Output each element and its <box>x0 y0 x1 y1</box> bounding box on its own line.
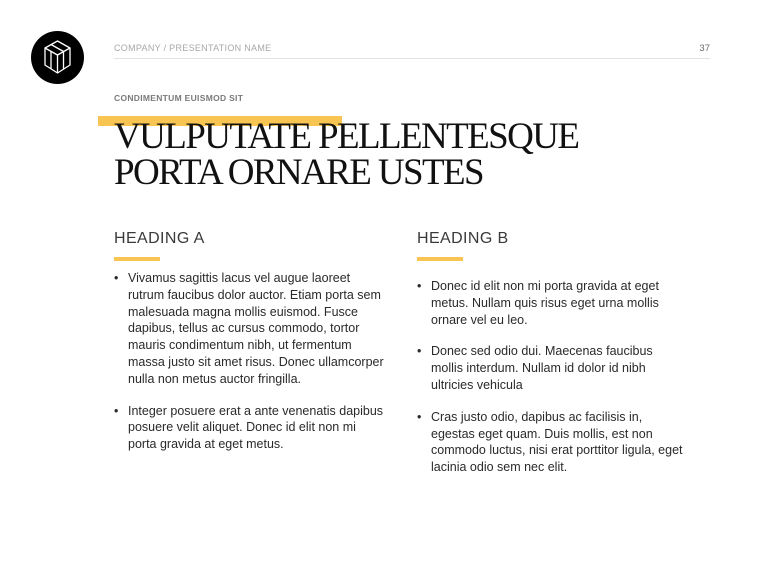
bullet-item: • Integer posuere erat a ante venenatis dapibus posuere velit aliquet. Donec id elit non mi porta gravida at eget metus. <box>114 403 384 453</box>
slide-title <box>114 116 634 193</box>
slide-title-line-2: PORTA ORNARE USTES <box>114 152 483 193</box>
bullet-item: • Vivamus sagittis lacus vel augue laoreet rutrum faucibus dolor auctor. Etiam porta sem malesuada magna mollis euismod. Fusce dapibus, tellus ac cursus commodo, tortor mauris condimentum nibh, ut fermentum massa justo sit amet risus. Donec ullamcorper nulla non metus auctor fringilla. <box>114 270 384 388</box>
column-b-heading: HEADING B <box>417 230 509 247</box>
page-number: 37 <box>699 43 710 54</box>
presentation-name: COMPANY / PRESENTATION NAME <box>114 43 272 53</box>
column-b-bullet-list <box>417 278 687 476</box>
bullet-item: • Cras justo odio, dapibus ac facilisis in, egestas eget quam. Duis mollis, est non commodo luctus, nisi erat porttitor ligula, eget lacinia odio sem nec elit. <box>417 409 687 476</box>
column-a-heading: HEADING A <box>114 230 205 247</box>
isometric-box-icon <box>31 31 84 84</box>
column-a-bullet-list <box>114 270 384 453</box>
bullet-item: • Donec id elit non mi porta gravida at eget metus. Nullam quis risus eget urna mollis ornare vel eu leo. <box>417 278 687 328</box>
column-b <box>417 230 687 491</box>
brand-logo <box>31 31 84 84</box>
column-a <box>114 230 384 468</box>
section-kicker: CONDIMENTUM EUISMOD SIT <box>114 93 244 103</box>
column-b-accent-rule <box>417 257 463 261</box>
column-a-accent-rule <box>114 257 160 261</box>
page-header <box>114 43 710 59</box>
slide-title-line-1: VULPUTATE PELLENTESQUE <box>114 116 579 157</box>
bullet-item: • Donec sed odio dui. Maecenas faucibus mollis interdum. Nullam id dolor id nibh ultricies vehicula <box>417 343 687 393</box>
